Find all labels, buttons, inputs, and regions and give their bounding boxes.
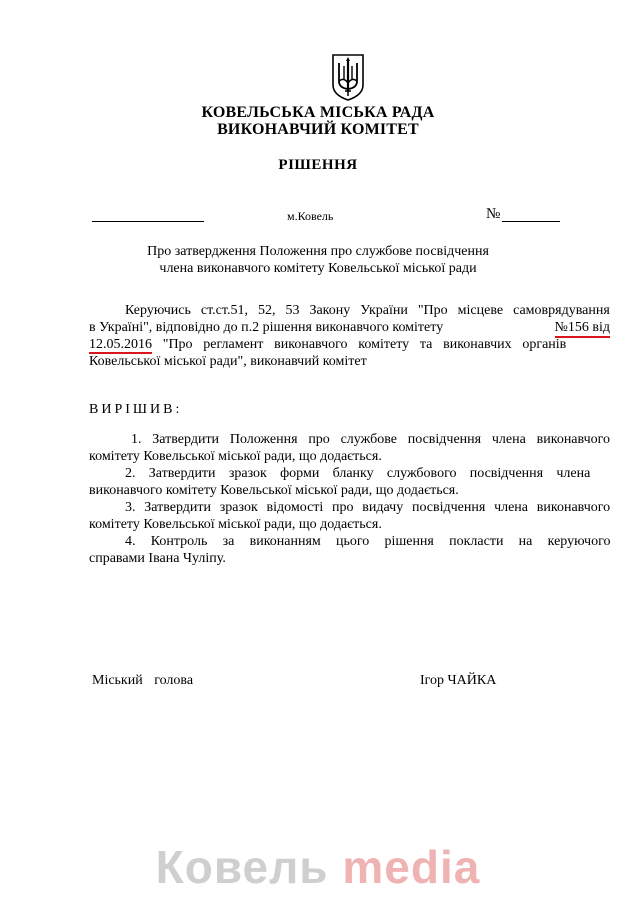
highlighted-decision-number: №156 від (555, 319, 610, 338)
item-4-line-2: справами Івана Чуліпу. (89, 551, 226, 566)
organization-name: КОВЕЛЬСЬКА МІСЬКА РАДА (201, 104, 435, 121)
subject-line-2: члена виконавчого комітету Ковельської міської ради (159, 261, 477, 276)
watermark-part-2: media (342, 841, 481, 893)
organization-subdivision: ВИКОНАВЧИЙ КОМІТЕТ (217, 121, 419, 138)
resolve-heading: ВИРІШИВ: (89, 402, 183, 417)
preamble-text: "Про регламент виконавчого комітету та виконавчих органів (152, 337, 567, 352)
signatory-name: Ігор ЧАЙКА (420, 673, 497, 688)
item-3-line-2: комітету Ковельської міської ради, що додається. (89, 517, 382, 532)
preamble-paragraph (89, 302, 610, 372)
item-2-line-1: 2. Затвердити зразок форми бланку службового посвідчення члена (125, 466, 591, 481)
signatory-title: Міський голова (92, 673, 194, 688)
trident-coat-of-arms-icon (331, 53, 365, 101)
document-type-title: РІШЕННЯ (278, 157, 358, 173)
preamble-line-4: Ковельської міської ради", виконавчий комітет (89, 354, 367, 369)
item-2-line-2: виконавчого комітету Ковельської міської ради, що додається. (89, 483, 459, 498)
watermark-part-1: Ковель (155, 841, 329, 893)
item-1-line-1: 1. Затвердити Положення про службове посвідчення члена виконавчого (131, 432, 611, 447)
preamble-text: в Україні", відповідно до п.2 рішення виконавчого комітету (89, 320, 444, 335)
preamble-line-1: Керуючись ст.ст.51, 52, 53 Закону України "Про місцеве самоврядування (125, 303, 610, 318)
item-1-line-2: комітету Ковельської міської ради, що додається. (89, 449, 382, 464)
item-3-line-1: 3. Затвердити зразок відомості про видачу посвідчення члена виконавчого (125, 500, 611, 515)
number-blank-line (502, 221, 560, 222)
number-sign: № (486, 206, 501, 222)
item-4-line-1: 4. Контроль за виконанням цього рішення покласти на керуючого (125, 534, 611, 549)
watermark-logo (0, 840, 636, 894)
subject-line-1: Про затвердження Положення про службове посвідчення (147, 244, 489, 259)
city-label: м.Ковель (287, 209, 334, 223)
preamble-line-3 (89, 336, 610, 353)
highlighted-decision-date: 12.05.2016 (89, 337, 152, 352)
date-blank-line (92, 221, 204, 222)
